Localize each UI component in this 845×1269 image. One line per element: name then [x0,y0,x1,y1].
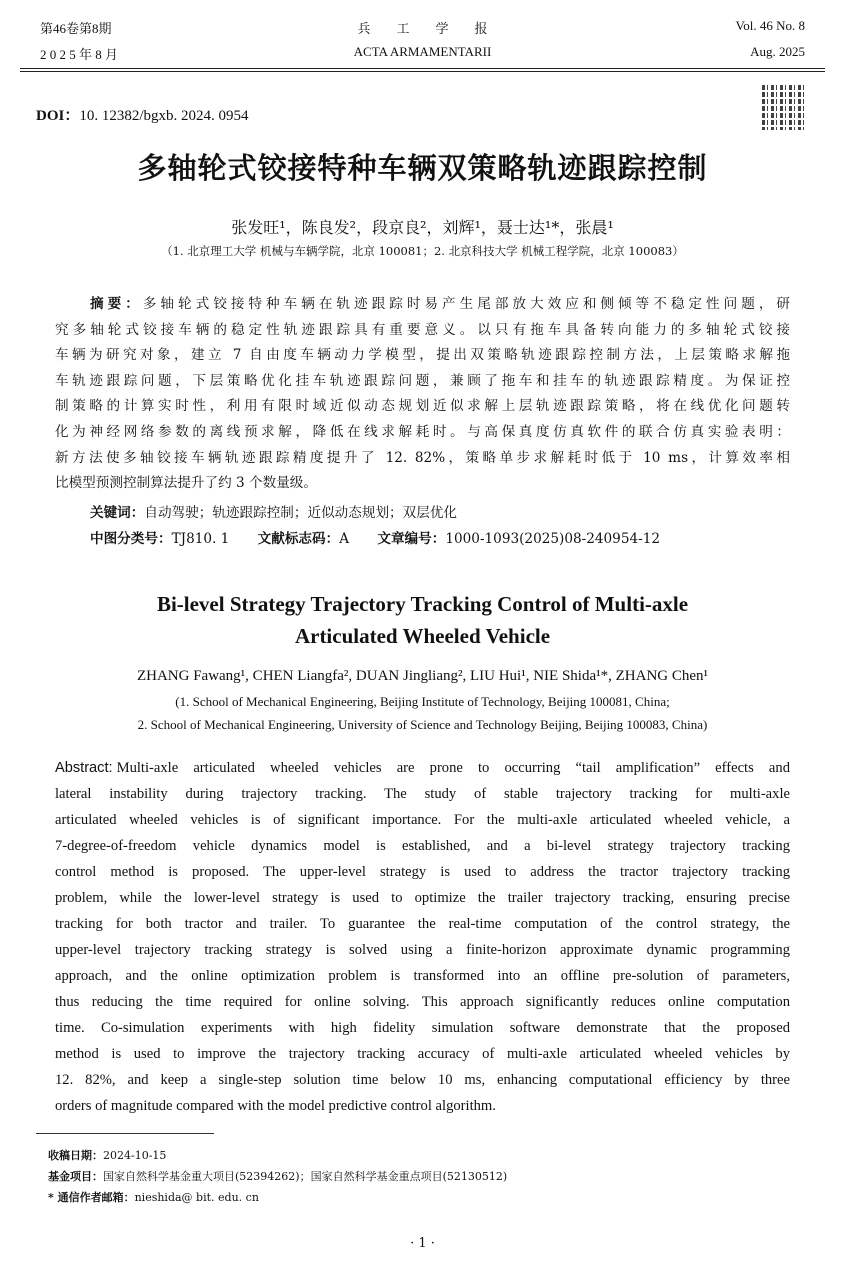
abstract-cn-line [55,343,790,363]
abstract-en-text: control method is proposed. The upper-level strategy is used to address the tractor trajectory tracking [55,864,790,880]
page-number: · 1 · [410,1236,435,1251]
corresponding-email [48,1189,259,1205]
affiliation-en-2: 2. School of Mechanical Engineering, University of Science and Technology Beijing, Beijing 100083, China) [137,717,708,732]
affiliation-cn: （1. 北京理工大学 机械与车辆学院，北京 100081；2. 北京科技大学 机械工程学院，北京 100083） [161,244,684,258]
abstract-cn-line [55,446,790,466]
journal-cn: 兵 工 学 报 [357,21,488,36]
doc-code-label: 文献标志码： [257,531,340,547]
abstract-cn-line [55,394,790,414]
abstract-en-line [55,994,790,1014]
qr-code-icon[interactable] [762,84,804,130]
abstract-en-text: thus reducing the time required for online solving. This approach significantly reduces online computation [55,994,790,1010]
affiliation-en-1: (1. School of Mechanical Engineering, Beijing Institute of Technology, Beijing 100081, China; [175,694,670,709]
abstract-en-text: problem, while the lower-level strategy is used to optimize the trailer trajectory tracking, ensuring precise [55,890,790,906]
abstract-en-text: lateral instability during trajectory tracking. The study of stable trajectory tracking for multi-axle [55,786,790,802]
abstract-en-line [55,942,790,962]
abstract-en-text: articulated wheeled vehicles is of significant importance. For the multi-axle articulated wheeled vehicle, a [55,812,790,828]
classification-line [90,527,660,547]
abstract-en-line [55,1098,790,1118]
abstract-en-line [55,812,790,832]
title-cn: 多轴轮式铰接特种车辆双策略轨迹跟踪控制 [137,151,708,185]
clc-label: 中图分类号： [90,531,172,547]
abstract-en-text: 7-degree-of-freedom vehicle dynamics model is established, and a bi-level strategy trajectory tracking [55,838,790,854]
abstract-cn-line [55,369,790,389]
doc-code-value: A [339,531,350,547]
abstract-en-text: Multi-axle articulated wheeled vehicles are prone to occurring “tail amplification” effects and [116,760,790,776]
authors-en: ZHANG Fawang¹, CHEN Liangfa², DUAN Jingliang², LIU Hui¹, NIE Shida¹*, ZHANG Chen¹ [136,668,709,684]
doi[interactable] [36,104,249,125]
abstract-cn-line [55,318,790,338]
abstract-en-text: method is used to improve the trajectory tracking accuracy of multi-axle articulated wheeled vehicles by [55,1046,790,1062]
date-cn: 2 0 2 5 年 8 月 [40,47,119,62]
volume-en: Vol. 46 No. 8 [735,18,805,33]
funding-value: 国家自然科学基金重大项目(52394262)；国家自然科学基金重点项目(52130512) [103,1170,508,1183]
header-rule [20,71,825,72]
issue-cn: 第46卷第8期 [40,21,112,36]
abstract-cn-line [55,420,790,440]
abstract-cn-text: 比模型预测控制算法提升了约 3 个数量级。 [55,475,317,492]
abstract-en-line [55,890,790,910]
abstract-cn-text: 车辆为研究对象，建立 7 自由度车辆动力学模型，提出双策略轨迹跟踪控制方法，上层策略求解拖 [55,347,790,364]
abstract-en-line [55,1072,790,1092]
abstract-en-text: 12. 82%, and keep a single-step solution time below 10 ms, enhancing computational efficiency by three [55,1072,790,1088]
abstract-en-text: orders of magnitude compared with the model predictive control algorithm. [55,1098,496,1114]
abstract-en-line [55,760,790,780]
abstract-cn-line [55,471,790,491]
received-date [48,1147,166,1163]
article-number-label: 文章编号： [377,531,446,547]
received-value: 2024-10-15 [103,1149,167,1162]
abstract-cn-text: 化为神经网络参数的离线预求解，降低在线求解耗时。与高保真度仿真软件的联合仿真实验表明： [55,424,790,440]
abstract-en-line [55,864,790,884]
funding-label: 基金项目： [48,1170,103,1183]
header-rule [20,68,825,69]
funding [48,1168,507,1184]
abstract-cn-text: 多轴轮式铰接特种车辆在轨迹跟踪时易产生尾部放大效应和侧倾等不稳定性问题，研 [142,296,790,312]
date-en: Aug. 2025 [750,44,805,59]
journal-en: ACTA ARMAMENTARII [353,44,492,59]
keywords-label: 关键词： [90,505,145,521]
title-en-line: Bi-level Strategy Trajectory Tracking Control of Multi-axle [156,592,689,616]
keywords-value: 自动驾驶；轨迹跟踪控制；近似动态规划；双层优化 [144,505,458,521]
keywords-cn [90,501,457,521]
footnote-rule [36,1133,214,1134]
abstract-en-text: approach, and the online optimization problem is transformed into an offline pre-solution of parameters, [55,968,790,984]
abstract-en-line [55,786,790,806]
article-number-value: 1000-1093(2025)08-240954-12 [445,531,661,547]
abstract-en-line [55,968,790,988]
authors-cn: 张发旺¹，陈良发²，段京良²，刘辉¹，聂士达¹*，张晨¹ [231,218,614,237]
email-value[interactable]: nieshida@ bit. edu. cn [134,1191,259,1204]
abstract-en-text: upper-level trajectory tracking strategy is solved using a finite-horizon approximate dynamic programming [55,942,790,958]
title-en [0,588,845,652]
abstract-en-line [55,1046,790,1066]
abstract-en-line [55,916,790,936]
abstract-en-line [55,838,790,858]
abstract-cn-text: 制策略的计算实时性，利用有限时域近似动态规划近似求解上层轨迹跟踪策略，将在线优化问题转 [55,398,790,415]
abstract-cn-label: 摘要： [90,296,143,312]
email-label: * 通信作者邮箱： [48,1191,135,1204]
abstract-cn-text: 新方法使多轴铰接车辆轨迹跟踪精度提升了 12. 82%，策略单步求解耗时低于 10 ms，计算效率相 [55,449,790,466]
abstract-cn-text: 究多轴轮式铰接车辆的稳定性轨迹跟踪具有重要意义。以只有拖车具备转向能力的多轴轮式铰接 [55,321,790,338]
doi-label: DOI： [36,108,80,124]
received-label: 收稿日期： [48,1149,103,1162]
abstract-en-text: tracking for both tractor and trailer. To guarantee the real-time computation of the control strategy, the [55,916,790,932]
abstract-en-label: Abstract: [55,760,113,776]
title-en-line: Articulated Wheeled Vehicle [294,624,551,648]
abstract-cn-line [90,292,790,312]
abstract-en-line [55,1020,790,1040]
abstract-cn-text: 车轨迹跟踪问题，下层策略优化挂车轨迹跟踪问题，兼顾了拖车和挂车的轨迹跟踪精度。为保证控 [55,372,790,389]
doi-value[interactable]: 10. 12382/bgxb. 2024. 0954 [79,108,249,124]
abstract-en-text: time. Co-simulation experiments with high fidelity simulation software demonstrate that the proposed [55,1020,790,1036]
clc-value: TJ810. 1 [171,531,230,547]
